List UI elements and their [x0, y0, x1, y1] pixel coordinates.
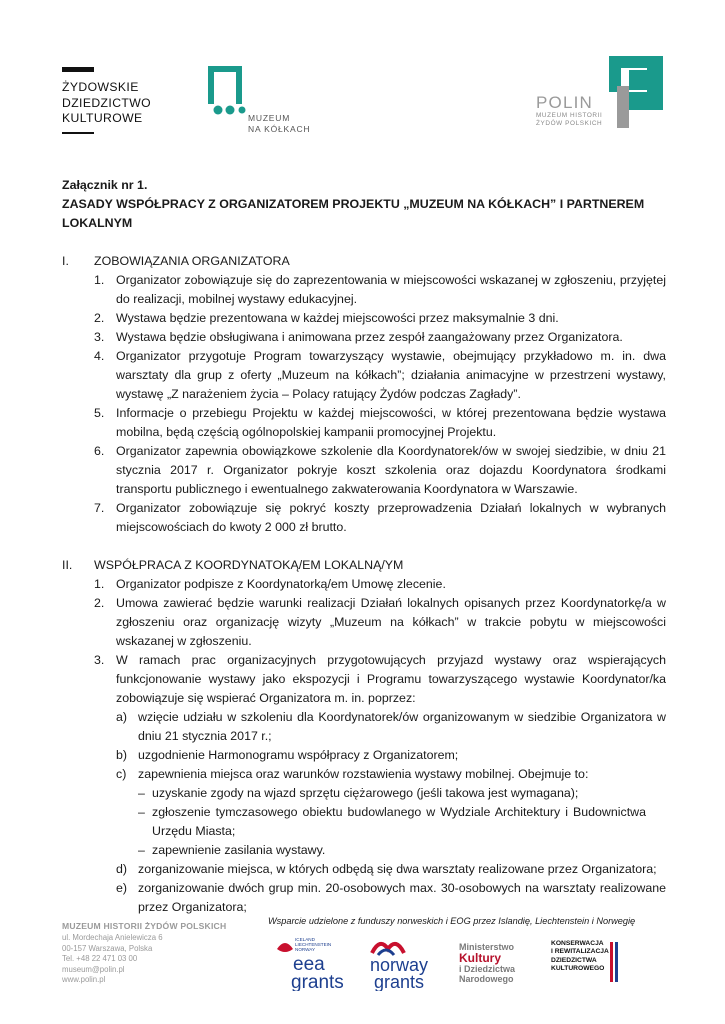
- kr-line: KONSERWACJA: [551, 940, 604, 947]
- list-item: [62, 499, 666, 537]
- dash-text: uzyskanie zgody na wjazd sprzętu ciężarowego (jeśli takowa jest wymagana);: [152, 786, 579, 800]
- sub-letter: d): [116, 862, 128, 876]
- sub-item: [62, 765, 666, 784]
- sub-text: zorganizowanie dwóch grup min. 20-osobowych max. 30-osobowych na warsztaty realizowane przez Organizatora;: [138, 881, 666, 914]
- address-line: 00-157 Warszawa, Polska: [62, 943, 153, 953]
- footer-museum-name: MUZEUM HISTORII ŻYDÓW POLSKICH: [62, 921, 227, 931]
- kr-line: KULTUROWEGO: [551, 965, 605, 973]
- section-number: II.: [62, 558, 73, 572]
- list-item: [62, 575, 666, 594]
- kr-blue-bar: [615, 942, 618, 982]
- eea-small-line: NORWAY: [295, 947, 316, 952]
- zdk-logo-underline: [62, 132, 94, 134]
- item-text: Wystawa będzie obsługiwana i animowana przez zespół zaangażowany przez Organizatora.: [116, 330, 623, 344]
- item-number: 2.: [94, 596, 105, 610]
- kr-text: [551, 940, 611, 974]
- section2-list: [62, 575, 666, 917]
- address-line: Tel. +48 22 471 03 00: [62, 954, 138, 963]
- polin-sub-line: ŻYDÓW POLSKICH: [536, 120, 603, 127]
- list-item: [62, 651, 666, 708]
- norway-line: norway: [370, 955, 429, 975]
- polin-sub-line: MUZEUM HISTORII: [536, 112, 603, 119]
- item-text: Organizator zobowiązuje się do zaprezentowania w miejscowości wskazanej w zgłoszeniu, przyjętej do realizacji, mobilnej wystawy edukacyjnej.: [116, 273, 666, 306]
- kr-line: I REWITALIZACJA: [551, 948, 609, 956]
- zdk-logo-text: [62, 80, 151, 127]
- zdk-logo-bar: [62, 67, 94, 72]
- document-body: [62, 176, 666, 917]
- section1-list: [62, 271, 666, 537]
- polin-name: POLIN: [536, 93, 594, 112]
- section-title: WSPÓŁPRACA Z KOORDYNATOKĄ/EM LOKALNĄ/YM: [94, 558, 404, 572]
- eea-small-line: ICELAND: [295, 937, 315, 942]
- eea-big-line: grants: [291, 972, 344, 991]
- muzeum-na-kolkach-logo-icon: [206, 64, 246, 116]
- item-number: 5.: [94, 406, 105, 420]
- item-text: W ramach prac organizacyjnych przygotowujących przyjazd wystawy oraz wspierających funkcjonowanie wystawy jako ekspozycji i Programu towarzyszącego wystawie Koordynator/ka zobowiązuje się wspierać Organizatora m. in. poprzez:: [116, 653, 666, 705]
- polin-logo-icon: [609, 56, 663, 128]
- dash-mark: –: [138, 805, 145, 819]
- section-heading: [62, 252, 666, 271]
- mkidn-line: Ministerstwo: [459, 942, 515, 952]
- sub-item: [62, 879, 666, 917]
- sub-text: zorganizowanie miejsca, w których odbędą się dwa warsztaty realizowane przez Organizatora;: [138, 862, 657, 876]
- sub-text: uzgodnienie Harmonogramu współpracy z Organizatorem;: [138, 748, 459, 762]
- eea-small-line: LIECHTENSTEIN: [295, 942, 332, 947]
- item-text: Organizator podpisze z Koordynatorką/em Umowę zlecenie.: [116, 577, 446, 591]
- item-text: Wystawa będzie prezentowana w każdej miejscowości przez maksymalnie 3 dni.: [116, 311, 559, 325]
- sub-text: zapewnienia miejsca oraz warunków rozstawienia wystawy mobilnej. Obejmuje to:: [138, 767, 589, 781]
- sub-item: [62, 708, 666, 746]
- kr-red-bar: [610, 942, 613, 982]
- sub-letter: a): [116, 710, 128, 724]
- item-number: 1.: [94, 273, 105, 287]
- list-item: [62, 271, 666, 309]
- mnk-line: MUZEUM: [248, 113, 291, 123]
- list-item: [62, 594, 666, 651]
- zdk-line: DZIEDZICTWO: [62, 95, 152, 110]
- mkidn-line: Kultury: [459, 951, 501, 965]
- dash-item: [62, 784, 666, 803]
- item-number: 3.: [94, 653, 105, 667]
- mkidn-line: Narodowego: [459, 974, 514, 984]
- item-text: Informacje o przebiegu Projektu w każdej miejscowości, w której prezentowana będzie wystawa mobilna, będą częścią ogólnopolskiej kampanii promocyjnej Projektu.: [116, 406, 666, 439]
- dash-text: zapewnienie zasilania wystawy.: [152, 843, 326, 857]
- section-title: ZOBOWIĄZANIA ORGANIZATORA: [94, 254, 290, 268]
- item-number: 1.: [94, 577, 105, 591]
- zdk-line: KULTUROWE: [62, 111, 143, 125]
- mnk-line: NA KÓŁKACH: [248, 124, 311, 134]
- item-text: Organizator zobowiązuje się pokryć koszty przeprowadzenia Działań lokalnych w wybranych miejscowościach do kwoty 2 000 zł brutto.: [116, 501, 666, 534]
- sub-letter: b): [116, 748, 128, 762]
- konserwacja-logo: [551, 940, 611, 986]
- dash-mark: –: [138, 786, 145, 800]
- sub-item: [62, 746, 666, 765]
- item-number: 4.: [94, 349, 105, 363]
- sub-item: [62, 860, 666, 879]
- list-item: [62, 309, 666, 328]
- item-text: Umowa zawierać będzie warunki realizacji Działań lokalnych opisanych przez Koordynatorkę/a w zgłoszeniu oraz organizację wizyty „Muzeum na kółkach” w trakcie pobytu w miejscowości wskazanej w zgłoszeniu.: [116, 596, 666, 648]
- item-text: Organizator zapewnia obowiązkowe szkolenie dla Koordynatorek/ów w swojej siedzibie, w dniu 21 stycznia 2017 r. Organizator pokryje koszt szkolenia oraz dojazdu Koordynatora środkami transportu publicznego i ewentualnego zakwaterowania Koordynatora w Warszawie.: [116, 444, 666, 496]
- footer-address: [62, 933, 163, 986]
- item-text: Organizator przygotuje Program towarzyszący wystawie, obejmujący przykładowo m. in. dwa warsztaty dla grup z oferty „Muzeum na kółkach”; działania animacyjne w przestrzeni wystawy, wystawę „Z narażeniem życia – Polacy ratujący Żydów podczas Zagłady”.: [116, 349, 666, 401]
- document-title: ZASADY WSPÓŁPRACY Z ORGANIZATOREM PROJEKTU „MUZEUM NA KÓŁKACH” I PARTNEREM LOKALNYM: [62, 197, 645, 230]
- item-number: 7.: [94, 501, 105, 515]
- kr-line: DZIEDZICTWA: [551, 956, 597, 964]
- sub-letter: e): [116, 881, 128, 895]
- list-item: [62, 442, 666, 499]
- item-number: 2.: [94, 311, 105, 325]
- attachment-label: Załącznik nr 1.: [62, 178, 148, 192]
- funding-support-text: Wsparcie udzielone z funduszy norweskich i EOG przez Islandię, Liechtenstein i Norwegię: [268, 916, 636, 926]
- zdk-line: ŻYDOWSKIE: [62, 80, 139, 94]
- item-number: 6.: [94, 444, 105, 458]
- ministry-culture-logo: [459, 942, 515, 984]
- eea-big-line: eea: [293, 954, 325, 975]
- polin-subtitle: [536, 112, 602, 128]
- address-line: ul. Mordechaja Anielewicza 6: [62, 933, 163, 942]
- norway-line: grants: [374, 972, 425, 991]
- list-item: [62, 347, 666, 404]
- item-number: 3.: [94, 330, 105, 344]
- section-number: I.: [62, 254, 69, 268]
- dash-text: zgłoszenie tymczasowego obiektu budowlanego w Wydziale Architektury i Budownictwa Urzędu Miasta;: [152, 805, 646, 838]
- section-heading: [62, 556, 666, 575]
- dash-item: [62, 841, 666, 860]
- mkidn-line: i Dziedzictwa: [459, 964, 516, 974]
- norway-grants-logo-icon: [362, 935, 444, 991]
- sub-letter: c): [116, 767, 127, 781]
- mnk-logo-text: [248, 113, 310, 135]
- address-line: www.polin.pl: [62, 975, 106, 984]
- eea-grants-logo-icon: [271, 935, 353, 991]
- address-line: museum@polin.pl: [62, 964, 125, 974]
- list-item: [62, 404, 666, 442]
- list-item: [62, 328, 666, 347]
- dash-item: [62, 803, 666, 841]
- sub-text: wzięcie udziału w szkoleniu dla Koordynatorek/ów organizowanym w siedzibie Organizatora w dniu 21 stycznia 2017 r.;: [138, 710, 666, 743]
- dash-mark: –: [138, 843, 145, 857]
